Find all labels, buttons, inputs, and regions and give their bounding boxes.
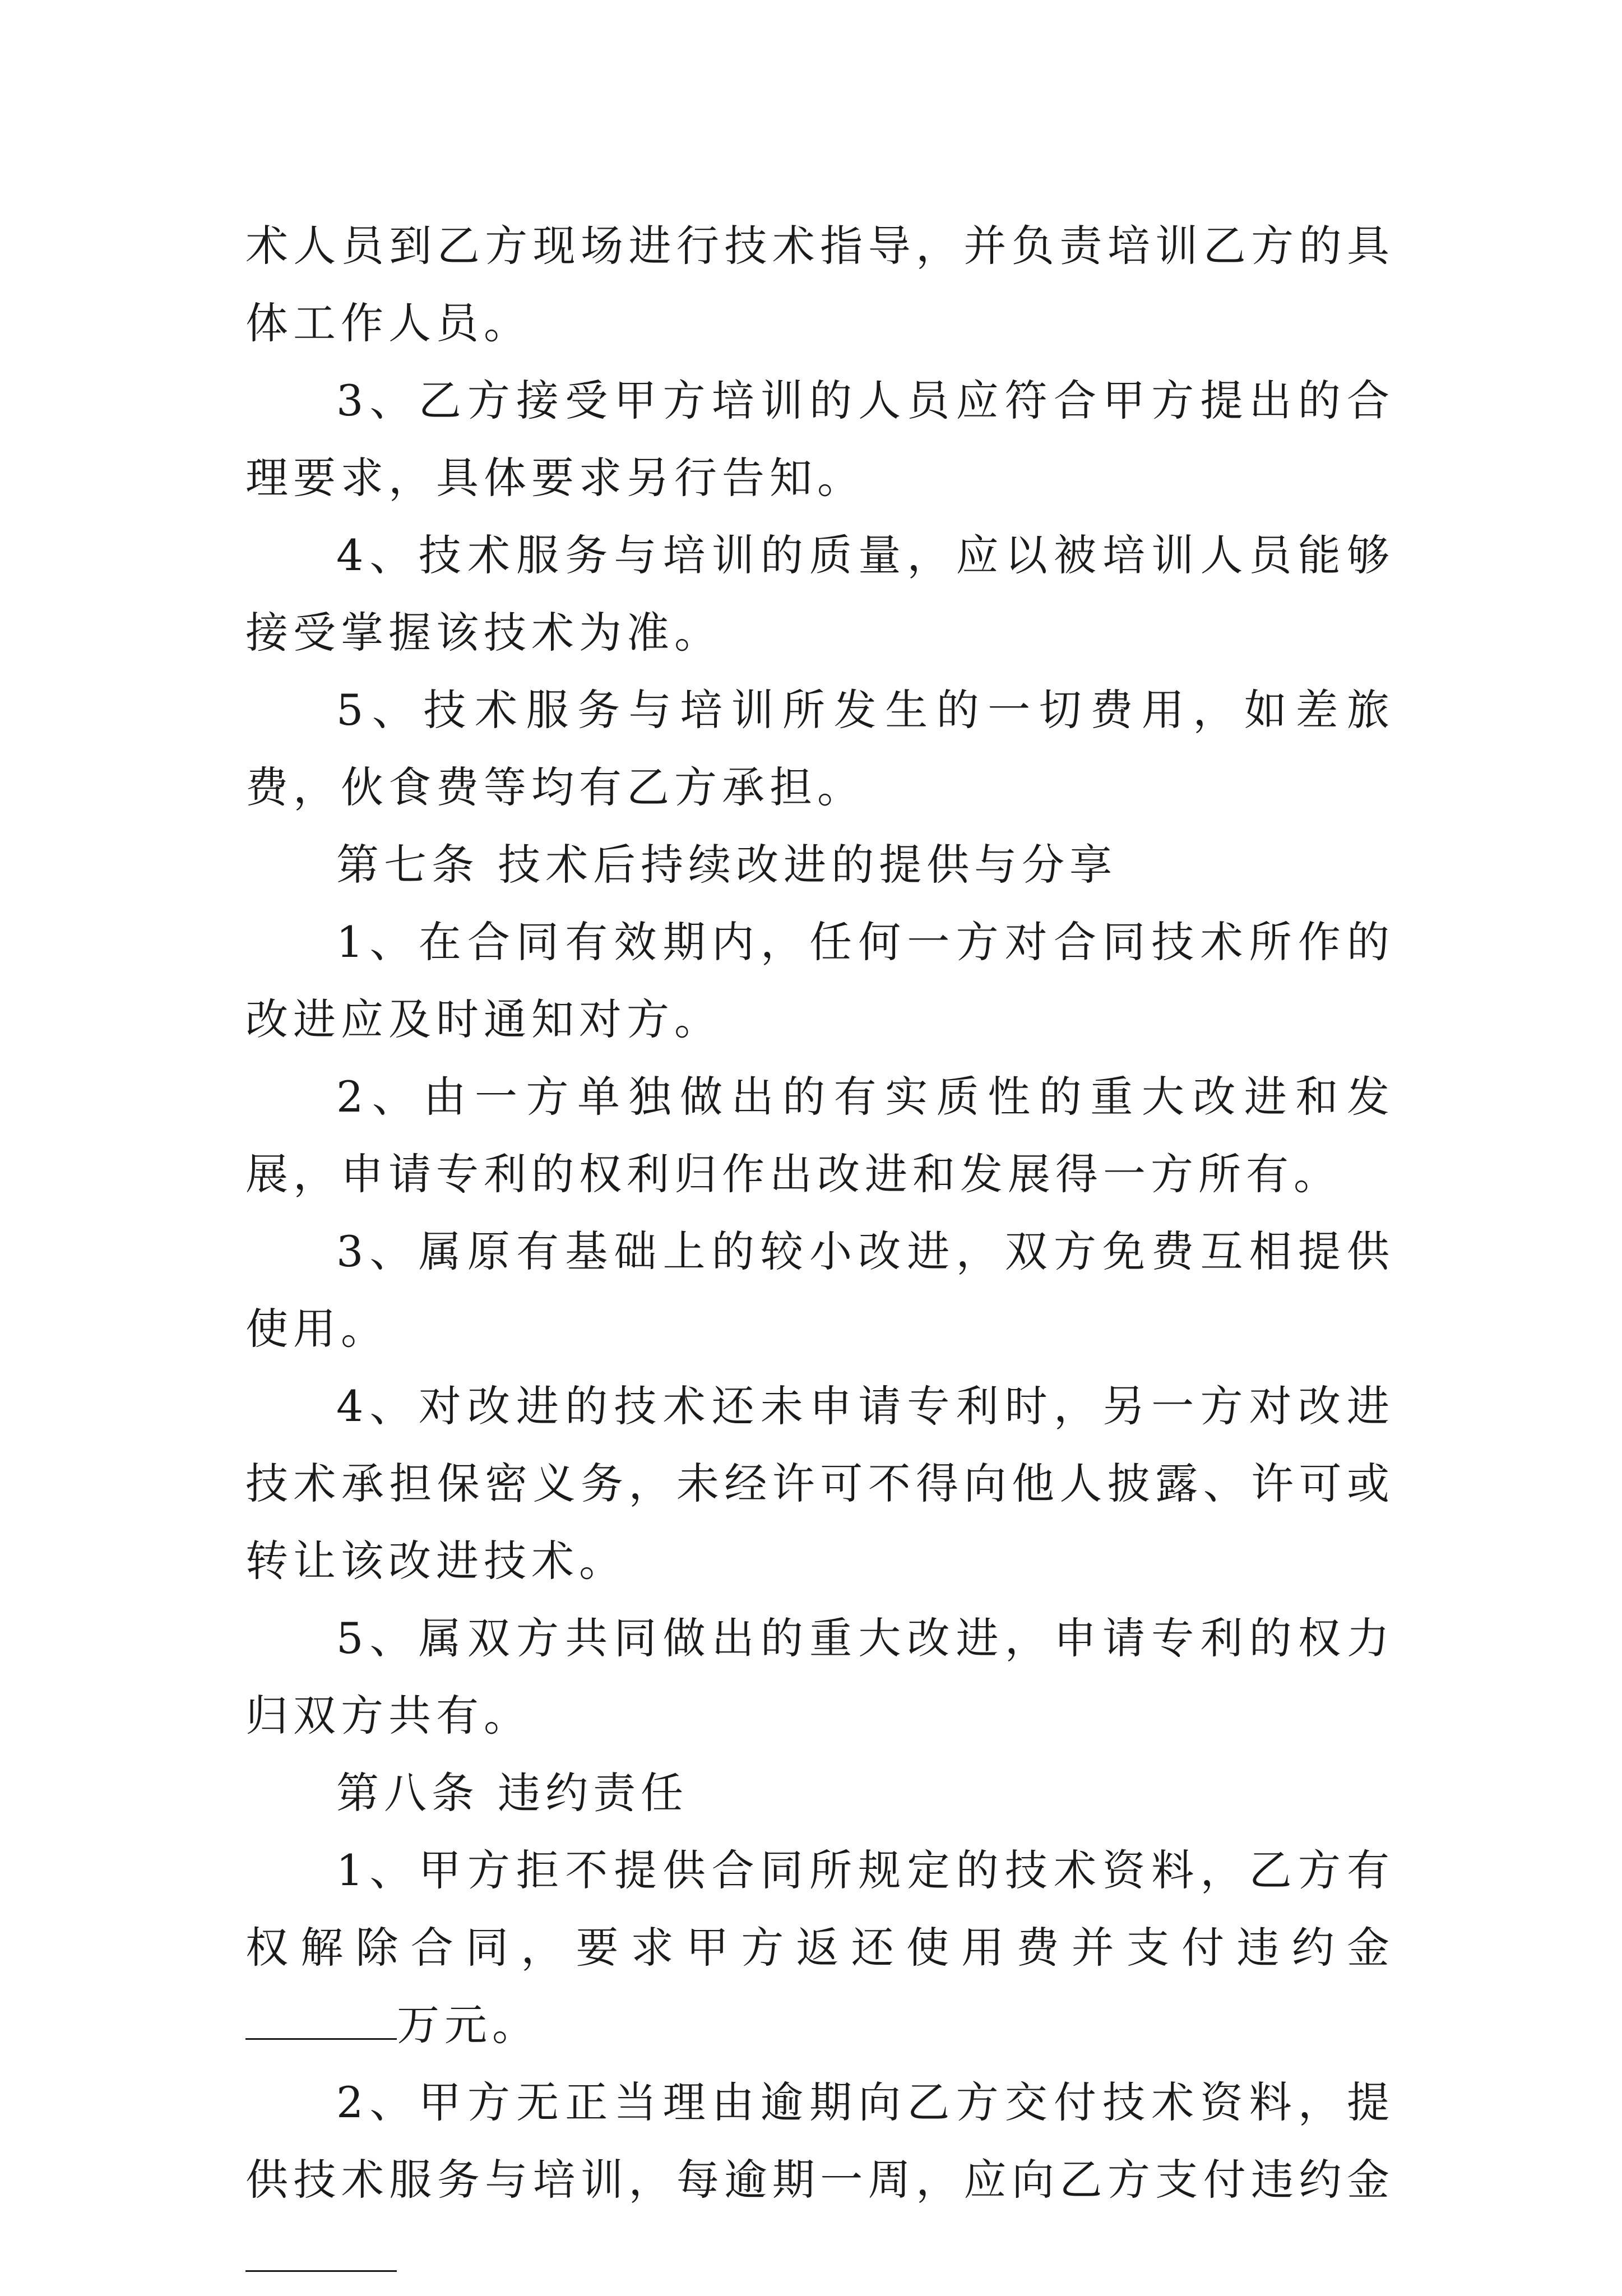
clause-6-item-3: 3、乙方接受甲方培训的人员应符合甲方提出的合理要求，具体要求另行告知。 bbox=[245, 376, 1394, 503]
clause-7-item-4: 4、对改进的技术还未申请专利时，另一方对改进技术承担保密义务，未经许可不得向他人披露、许可或转让该改进技术。 bbox=[245, 1381, 1394, 1586]
document-body bbox=[245, 207, 1394, 2296]
clause-7-item-1: 1、在合同有效期内，任何一方对合同技术所作的改进应及时通知对方。 bbox=[245, 917, 1394, 1044]
clause-8-item-1-text: 1、甲方拒不提供合同所规定的技术资料，乙方有权解除合同，要求甲方返还使用费并支付违约金 bbox=[245, 1845, 1394, 1973]
clause-8-item-1-unit: 万元。 bbox=[397, 2000, 540, 2050]
article-8-heading: 第八条 违约责任 bbox=[336, 1768, 689, 1818]
clause-8-item-2-text: 2、甲方无正当理由逾期向乙方交付技术资料，提供技术服务与培训，每逾期一周，应向乙方支付违约金 bbox=[245, 2077, 1394, 2205]
clause-7-item-5: 5、属双方共同做出的重大改进，申请专利的权力归双方共有。 bbox=[245, 1613, 1394, 1740]
clause-8-item-2 bbox=[245, 2064, 1394, 2296]
paragraph-continuation: 术人员到乙方现场进行技术指导，并负责培训乙方的具体工作人员。 bbox=[245, 221, 1394, 348]
clause-6-item-5: 5、技术服务与培训所发生的一切费用，如差旅费，伙食费等均有乙方承担。 bbox=[245, 685, 1394, 812]
clause-7-item-3: 3、属原有基础上的较小改进，双方免费互相提供使用。 bbox=[245, 1226, 1394, 1354]
clause-8-item-1 bbox=[245, 1832, 1394, 2064]
weekly-penalty-blank bbox=[245, 2224, 397, 2272]
clause-7-item-2: 2、由一方单独做出的有实质性的重大改进和发展，申请专利的权利归作出改进和发展得一方所有。 bbox=[245, 1072, 1394, 1199]
penalty-amount-blank bbox=[245, 1992, 397, 2040]
clause-6-item-4: 4、技术服务与培训的质量，应以被培训人员能够接受掌握该技术为准。 bbox=[245, 530, 1394, 658]
article-7-heading: 第七条 技术后持续改进的提供与分享 bbox=[336, 840, 1118, 890]
